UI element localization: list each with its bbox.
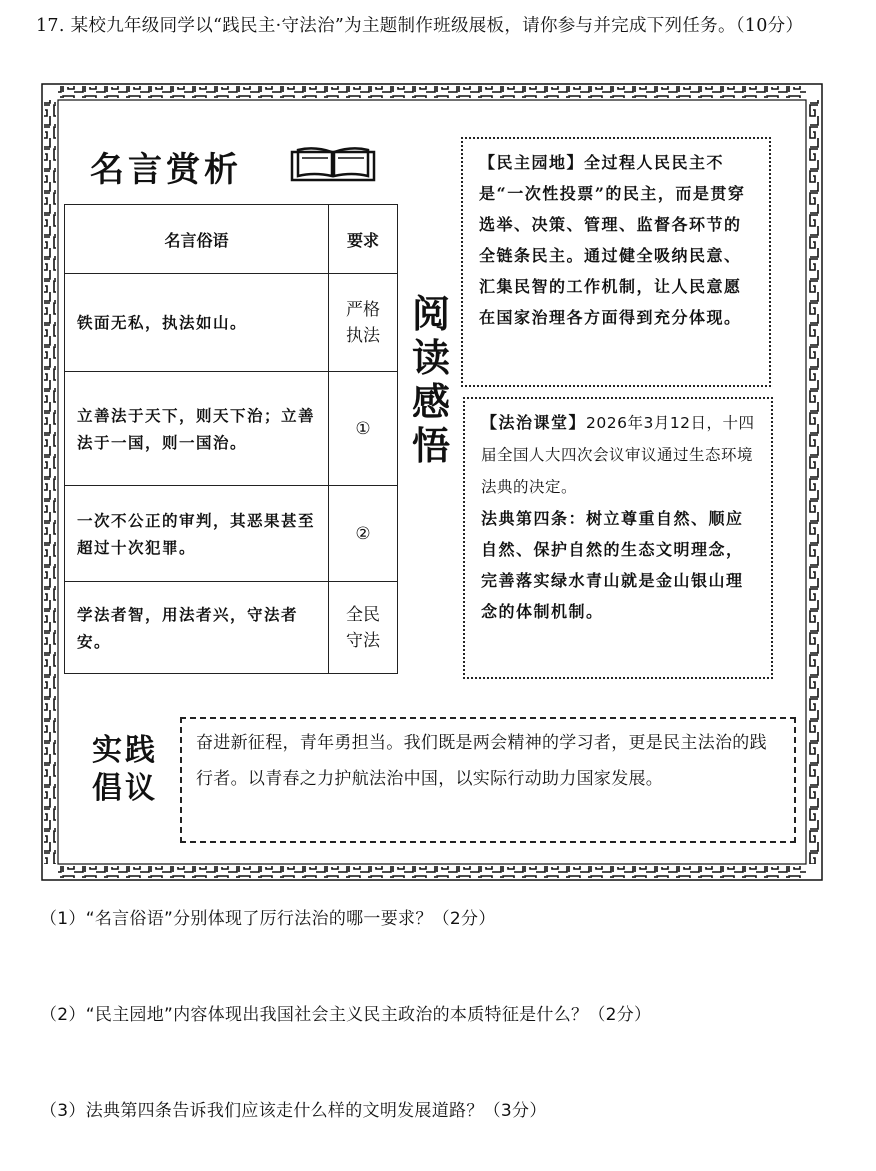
reading-section-title: 阅读感悟	[411, 291, 450, 468]
saying-cell: 一次不公正的审判，其恶果甚至超过十次犯罪。	[65, 486, 329, 582]
table-row	[65, 582, 398, 674]
law-class-text: 2026年3月12日，十四届全国人大四次会议审议通过生态环境法典的决定。	[481, 414, 755, 496]
requirement-blank-2: ②	[329, 486, 398, 582]
requirement-blank-1: ①	[329, 372, 398, 486]
saying-cell: 铁面无私，执法如山。	[65, 274, 329, 372]
sub-question-3: （3）法典第四条告诉我们应该走什么样的文明发展道路？（3分）	[40, 1101, 547, 1121]
article-text: 树立尊重自然、顺应自然、保护自然的生态文明理念，完善落实绿水青山就是金山银山理念的体制机制。	[481, 509, 744, 621]
law-class-label: 【法治课堂】	[481, 413, 587, 432]
question-title: 17. 某校九年级同学以“践民主·守法治”为主题制作班级展板，请你参与并完成下列任务。（10分）	[36, 16, 804, 36]
table-row	[65, 372, 398, 486]
exhibition-board	[40, 82, 824, 882]
democracy-garden-text: 全过程人民民主不是“一次性投票”的民主，而是贯穿选举、决策、管理、监督各环节的全链条民主。通过健全吸纳民意、汇集民智的工作机制，让人民意愿在国家治理各方面得到充分体现。	[479, 153, 746, 327]
saying-cell: 立善法于天下，则天下治；立善法于一国，则一国治。	[65, 372, 329, 486]
democracy-garden-box	[461, 137, 771, 387]
requirement-cell: 严格执法	[329, 274, 398, 372]
practice-proposal-box: 奋进新征程，青年勇担当。我们既是两会精神的学习者，更是民主法治的践行者。以青春之力护航法治中国，以实际行动助力国家发展。	[180, 717, 796, 843]
requirement-cell: 全民守法	[329, 582, 398, 674]
law-class-box	[463, 397, 773, 679]
quotes-table	[64, 204, 398, 674]
header-requirement: 要求	[329, 205, 398, 274]
practice-title-text: 实践倡议	[92, 733, 158, 806]
democracy-garden-label: 【民主园地】	[479, 153, 585, 172]
table-row	[65, 274, 398, 372]
table-row	[65, 486, 398, 582]
sub-question-2: （2）“民主园地”内容体现出我国社会主义民主政治的本质特征是什么？（2分）	[40, 1005, 652, 1025]
header-saying: 名言俗语	[65, 205, 329, 274]
saying-cell: 学法者智，用法者兴，守法者安。	[65, 582, 329, 674]
book-icon	[290, 146, 376, 182]
article-label: 法典第四条：	[481, 509, 587, 528]
sub-question-1: （1）“名言俗语”分别体现了厉行法治的哪一要求？（2分）	[40, 909, 496, 929]
practice-section-title	[92, 732, 170, 808]
quotes-section-title: 名言赏析	[90, 150, 242, 190]
